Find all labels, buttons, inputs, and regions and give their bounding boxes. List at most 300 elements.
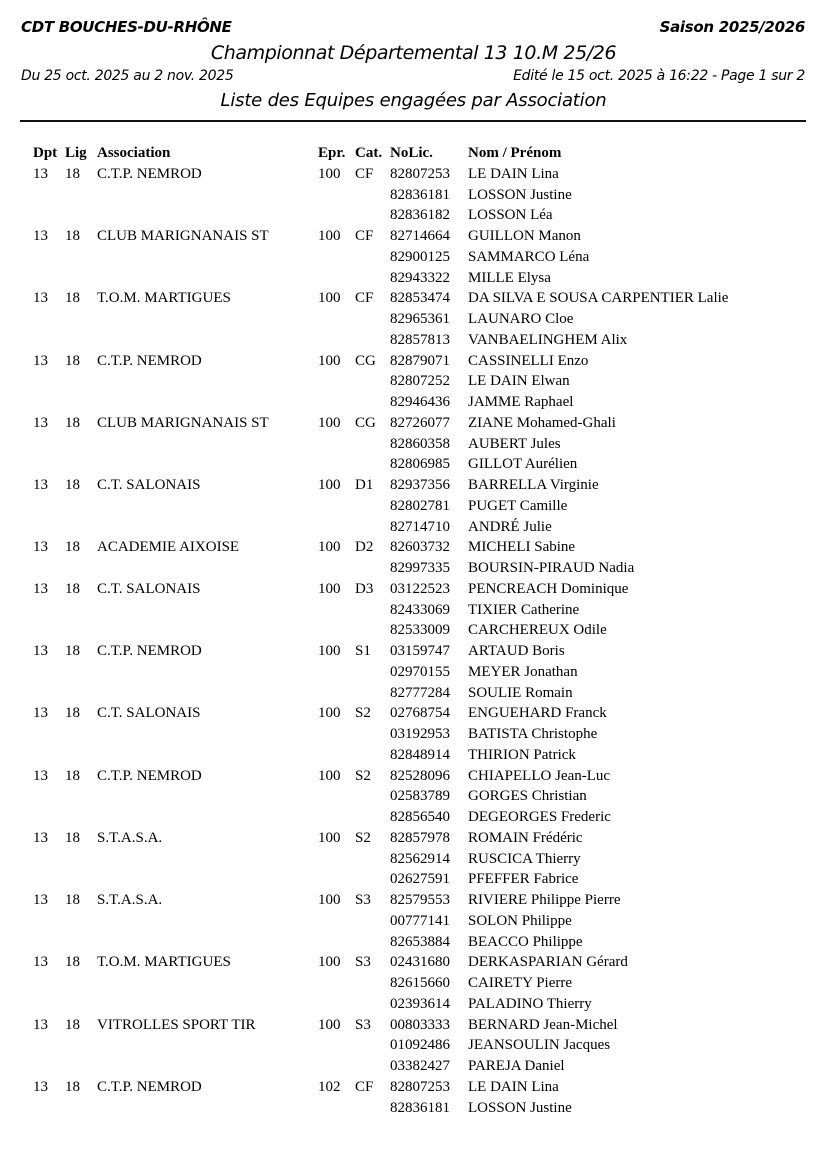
table-row: [33, 1015, 807, 1036]
cell-name: ROMAIN Frédéric: [468, 829, 583, 846]
cell-cat: CF: [355, 290, 374, 307]
cell-nolic: 82997335: [390, 560, 450, 576]
cell-dpt: [33, 268, 65, 289]
cell-nolic: 82965361: [390, 311, 450, 327]
cell-association: [97, 849, 318, 870]
cell-epr: [318, 247, 355, 268]
cell-lig: 18: [65, 477, 80, 493]
cell-cat: [355, 205, 390, 226]
cell-nolic: 02431680: [390, 954, 450, 971]
cell-dpt: [33, 1035, 65, 1056]
cell-name: PFEFFER Fabrice: [468, 871, 579, 888]
cell-epr: 100: [318, 954, 341, 971]
cell-association: [97, 1035, 318, 1056]
cell-lig: [65, 371, 97, 392]
cell-dpt: [33, 247, 65, 268]
cell-lig: [65, 911, 97, 932]
cell-lig: [65, 600, 97, 621]
table-row: [33, 434, 807, 455]
cell-cat: S2: [355, 767, 371, 784]
cell-dpt: [33, 185, 65, 206]
header-info-row: [0, 68, 827, 84]
cell-association: [97, 620, 318, 641]
cell-cat: [355, 517, 390, 538]
cell-nolic: 82807253: [390, 165, 450, 182]
cell-epr: [318, 600, 355, 621]
cell-nolic: 82579553: [390, 892, 450, 908]
cell-epr: 100: [318, 228, 341, 244]
table-row: [33, 849, 807, 870]
cell-cat: CG: [355, 352, 376, 369]
table-row: [33, 807, 807, 828]
cell-lig: [65, 994, 97, 1015]
cell-name: VANBAELINGHEM Alix: [468, 331, 628, 348]
cell-dpt: [33, 600, 65, 621]
cell-association: [97, 869, 318, 890]
cell-name: BARRELLA Virginie: [468, 477, 599, 493]
cell-name: PAREJA Daniel: [468, 1058, 565, 1074]
cell-cat: S2: [355, 829, 371, 846]
cell-cat: [355, 1098, 390, 1119]
cell-cat: [355, 683, 390, 704]
cell-dpt: [33, 392, 65, 413]
table-row: [33, 683, 807, 704]
cell-nolic: 82603732: [390, 539, 450, 556]
cell-lig: 18: [65, 705, 80, 722]
cell-dpt: [33, 745, 65, 766]
cell-association: [97, 330, 318, 351]
cell-epr: [318, 620, 355, 641]
table-row: [33, 330, 807, 351]
cell-name: ENGUEHARD Franck: [468, 705, 607, 722]
table-row: [33, 641, 807, 662]
cell-association: [97, 392, 318, 413]
cell-association: C.T.P. NEMROD: [97, 1078, 202, 1095]
cell-epr: [318, 330, 355, 351]
cell-dpt: [33, 1056, 65, 1077]
cell-lig: [65, 330, 97, 351]
table-row: [33, 537, 807, 558]
table-row: [33, 413, 807, 434]
cell-name: GILLOT Aurélien: [468, 456, 578, 473]
cell-dpt: [33, 911, 65, 932]
cell-lig: 18: [65, 352, 80, 369]
cell-cat: S1: [355, 643, 371, 659]
cell-nolic: 82714710: [390, 518, 450, 535]
cell-lig: 18: [65, 580, 80, 597]
cell-epr: [318, 994, 355, 1015]
cell-name: ARTAUD Boris: [468, 643, 565, 659]
cell-dpt: [33, 662, 65, 683]
cell-association: [97, 724, 318, 745]
team-table: [33, 143, 807, 1118]
table-row: [33, 745, 807, 766]
cell-dpt: 13: [33, 228, 48, 244]
cell-dpt: [33, 205, 65, 226]
table-row: [33, 309, 807, 330]
cell-epr: 100: [318, 414, 341, 431]
cell-dpt: [33, 434, 65, 455]
cell-name: THIRION Patrick: [468, 746, 576, 763]
cell-association: VITROLLES SPORT TIR: [97, 1016, 256, 1033]
table-header-row: [33, 143, 807, 164]
organization-name: CDT BOUCHES-DU-RHÔNE: [21, 18, 232, 36]
cell-epr: [318, 724, 355, 745]
cell-lig: 18: [65, 954, 80, 971]
cell-association: [97, 434, 318, 455]
cell-lig: [65, 268, 97, 289]
cell-dpt: 13: [33, 580, 48, 597]
cell-association: [97, 911, 318, 932]
cell-name: TIXIER Catherine: [468, 601, 580, 618]
cell-nolic: 82533009: [390, 622, 450, 639]
cell-name: BOURSIN-PIRAUD Nadia: [468, 560, 635, 576]
table-row: [33, 288, 807, 309]
cell-nolic: 82836181: [390, 186, 450, 203]
cell-association: C.T.P. NEMROD: [97, 767, 202, 784]
cell-cat: D3: [355, 580, 374, 597]
cell-cat: [355, 434, 390, 455]
table-row: [33, 786, 807, 807]
cell-cat: [355, 724, 390, 745]
table-row: [33, 724, 807, 745]
cell-epr: [318, 371, 355, 392]
cell-lig: [65, 932, 97, 953]
cell-epr: 100: [318, 892, 341, 908]
cell-name: ANDRÉ Julie: [468, 518, 552, 535]
cell-cat: [355, 662, 390, 683]
cell-dpt: [33, 994, 65, 1015]
cell-name: DA SILVA E SOUSA CARPENTIER Lalie: [468, 290, 729, 307]
cell-name: RIVIERE Philippe Pierre: [468, 892, 621, 908]
cell-name: PENCREACH Dominique: [468, 580, 629, 597]
cell-nolic: 82807252: [390, 373, 450, 390]
cell-cat: CF: [355, 1078, 374, 1095]
cell-cat: [355, 620, 390, 641]
table-row: [33, 268, 807, 289]
cell-nolic: 82433069: [390, 601, 450, 618]
cell-nolic: 82900125: [390, 248, 450, 265]
cell-dpt: [33, 786, 65, 807]
table-row: [33, 164, 807, 185]
cell-epr: [318, 1056, 355, 1077]
cell-lig: 18: [65, 414, 80, 431]
cell-epr: 100: [318, 767, 341, 784]
cell-epr: 100: [318, 643, 341, 659]
cell-epr: [318, 869, 355, 890]
cell-epr: [318, 517, 355, 538]
cell-name: CAIRETY Pierre: [468, 975, 573, 991]
cell-association: T.O.M. MARTIGUES: [97, 290, 231, 307]
cell-epr: [318, 392, 355, 413]
table-row: [33, 205, 807, 226]
cell-association: [97, 600, 318, 621]
cell-association: [97, 517, 318, 538]
cell-name: GORGES Christian: [468, 788, 587, 805]
cell-dpt: [33, 973, 65, 994]
cell-nolic: 82528096: [390, 767, 450, 784]
cell-lig: [65, 517, 97, 538]
header-cell-lig: Lig: [65, 145, 87, 161]
cell-association: [97, 268, 318, 289]
cell-name: DERKASPARIAN Gérard: [468, 954, 628, 971]
cell-name: PUGET Camille: [468, 497, 568, 514]
cell-name: JAMME Raphael: [468, 394, 574, 410]
cell-association: [97, 932, 318, 953]
cell-dpt: 13: [33, 539, 48, 556]
cell-nolic: 82615660: [390, 975, 450, 991]
cell-lig: [65, 392, 97, 413]
cell-name: LOSSON Justine: [468, 1099, 572, 1116]
cell-nolic: 01092486: [390, 1037, 450, 1054]
cell-lig: 18: [65, 643, 80, 659]
cell-lig: 18: [65, 165, 80, 182]
cell-name: CARCHEREUX Odile: [468, 622, 607, 639]
cell-lig: [65, 1098, 97, 1119]
cell-name: BEACCO Philippe: [468, 933, 583, 950]
cell-association: [97, 994, 318, 1015]
cell-epr: [318, 1035, 355, 1056]
cell-dpt: 13: [33, 414, 48, 431]
table-row: [33, 766, 807, 787]
cell-cat: CF: [355, 165, 374, 182]
cell-epr: [318, 662, 355, 683]
cell-association: [97, 309, 318, 330]
cell-dpt: [33, 932, 65, 953]
cell-name: DEGEORGES Frederic: [468, 809, 611, 825]
cell-lig: [65, 662, 97, 683]
cell-name: LAUNARO Cloe: [468, 311, 574, 327]
cell-name: SAMMARCO Léna: [468, 248, 590, 265]
cell-cat: [355, 932, 390, 953]
cell-association: S.T.A.S.A.: [97, 892, 163, 908]
cell-association: [97, 662, 318, 683]
cell-dpt: [33, 330, 65, 351]
cell-name: SOLON Philippe: [468, 912, 572, 929]
cell-cat: S3: [355, 892, 371, 908]
cell-association: CLUB MARIGNANAIS ST: [97, 228, 269, 244]
header-cell-epr: Epr.: [318, 145, 346, 161]
cell-lig: [65, 185, 97, 206]
table-row: [33, 932, 807, 953]
cell-cat: [355, 786, 390, 807]
table-row: [33, 454, 807, 475]
cell-association: [97, 786, 318, 807]
cell-dpt: [33, 620, 65, 641]
cell-association: [97, 185, 318, 206]
cell-association: CLUB MARIGNANAIS ST: [97, 414, 269, 431]
cell-lig: [65, 745, 97, 766]
cell-dpt: [33, 454, 65, 475]
cell-epr: [318, 268, 355, 289]
cell-cat: [355, 869, 390, 890]
cell-lig: [65, 849, 97, 870]
cell-association: C.T.P. NEMROD: [97, 643, 202, 659]
cell-cat: [355, 309, 390, 330]
cell-nolic: 02393614: [390, 995, 450, 1012]
cell-lig: [65, 309, 97, 330]
cell-nolic: 82937356: [390, 477, 450, 493]
cell-association: [97, 247, 318, 268]
cell-dpt: 13: [33, 165, 48, 182]
table-row: [33, 973, 807, 994]
cell-dpt: 13: [33, 477, 48, 493]
table-row: [33, 392, 807, 413]
cell-cat: [355, 371, 390, 392]
cell-association: S.T.A.S.A.: [97, 829, 163, 846]
cell-lig: 18: [65, 1016, 80, 1033]
cell-nolic: 03122523: [390, 580, 450, 597]
cell-dpt: 13: [33, 829, 48, 846]
cell-lig: [65, 973, 97, 994]
cell-lig: [65, 454, 97, 475]
cell-epr: [318, 973, 355, 994]
cell-nolic: 82857978: [390, 829, 450, 846]
cell-epr: [318, 911, 355, 932]
cell-nolic: 82848914: [390, 746, 450, 763]
cell-lig: [65, 434, 97, 455]
cell-name: LOSSON Léa: [468, 207, 553, 224]
cell-epr: [318, 683, 355, 704]
cell-association: [97, 807, 318, 828]
cell-dpt: [33, 309, 65, 330]
cell-cat: [355, 807, 390, 828]
cell-dpt: 13: [33, 954, 48, 971]
table-row: [33, 475, 807, 496]
cell-cat: S3: [355, 954, 371, 971]
cell-nolic: 03159747: [390, 643, 450, 659]
cell-name: GUILLON Manon: [468, 228, 581, 244]
cell-nolic: 02583789: [390, 788, 450, 805]
cell-dpt: 13: [33, 767, 48, 784]
cell-nolic: 02768754: [390, 705, 450, 722]
cell-cat: [355, 558, 390, 579]
cell-epr: [318, 745, 355, 766]
header-rule: [20, 120, 806, 122]
cell-dpt: 13: [33, 1016, 48, 1033]
cell-dpt: [33, 517, 65, 538]
cell-epr: [318, 786, 355, 807]
cell-epr: [318, 185, 355, 206]
cell-association: [97, 745, 318, 766]
cell-association: C.T. SALONAIS: [97, 580, 201, 597]
table-row: [33, 371, 807, 392]
cell-lig: [65, 558, 97, 579]
cell-nolic: 02627591: [390, 871, 450, 888]
table-row: [33, 1098, 807, 1119]
cell-dpt: [33, 558, 65, 579]
cell-dpt: 13: [33, 352, 48, 369]
table-row: [33, 890, 807, 911]
cell-lig: [65, 1056, 97, 1077]
cell-name: ZIANE Mohamed-Ghali: [468, 414, 616, 431]
cell-name: MICHELI Sabine: [468, 539, 576, 556]
header-cell-nom-prenom: Nom / Prénom: [468, 145, 562, 161]
cell-dpt: [33, 724, 65, 745]
cell-lig: 18: [65, 228, 80, 244]
cell-name: RUSCICA Thierry: [468, 850, 581, 867]
header-cell-association: Association: [97, 145, 171, 161]
cell-cat: S2: [355, 705, 371, 722]
table-row: [33, 911, 807, 932]
cell-cat: [355, 994, 390, 1015]
table-row: [33, 579, 807, 600]
cell-association: C.T.P. NEMROD: [97, 352, 202, 369]
cell-dpt: 13: [33, 643, 48, 659]
cell-lig: 18: [65, 1078, 80, 1095]
cell-dpt: 13: [33, 1078, 48, 1095]
cell-nolic: 82802781: [390, 497, 450, 514]
cell-cat: [355, 600, 390, 621]
cell-cat: D1: [355, 477, 374, 493]
table-row: [33, 620, 807, 641]
championship-title: Championnat Départemental 13 10.M 25/26: [210, 42, 617, 64]
cell-cat: D2: [355, 539, 374, 556]
table-row: [33, 703, 807, 724]
cell-association: [97, 454, 318, 475]
cell-nolic: 82806985: [390, 456, 450, 473]
cell-association: [97, 683, 318, 704]
cell-epr: 100: [318, 580, 341, 597]
cell-dpt: [33, 683, 65, 704]
cell-cat: CF: [355, 228, 374, 244]
cell-epr: [318, 558, 355, 579]
cell-name: LE DAIN Lina: [468, 165, 559, 182]
cell-name: SOULIE Romain: [468, 684, 573, 701]
cell-cat: CG: [355, 414, 376, 431]
table-row: [33, 828, 807, 849]
cell-cat: [355, 496, 390, 517]
cell-epr: [318, 807, 355, 828]
cell-lig: [65, 1035, 97, 1056]
cell-epr: 100: [318, 477, 341, 493]
cell-nolic: 82857813: [390, 331, 450, 348]
cell-epr: 100: [318, 165, 341, 182]
cell-lig: 18: [65, 892, 80, 908]
table-row: [33, 952, 807, 973]
cell-epr: 100: [318, 829, 341, 846]
cell-lig: [65, 869, 97, 890]
cell-nolic: 02970155: [390, 663, 450, 680]
cell-lig: [65, 786, 97, 807]
table-row: [33, 994, 807, 1015]
table-row: [33, 1077, 807, 1098]
cell-dpt: [33, 807, 65, 828]
cell-name: MEYER Jonathan: [468, 663, 578, 680]
cell-lig: [65, 807, 97, 828]
table-row: [33, 869, 807, 890]
cell-epr: [318, 849, 355, 870]
cell-nolic: 82653884: [390, 933, 450, 950]
cell-lig: 18: [65, 767, 80, 784]
cell-nolic: 03382427: [390, 1058, 450, 1074]
cell-cat: [355, 247, 390, 268]
cell-cat: [355, 454, 390, 475]
cell-cat: [355, 745, 390, 766]
cell-name: MILLE Elysa: [468, 269, 551, 286]
cell-cat: [355, 330, 390, 351]
edition-info: Edité le 15 oct. 2025 à 16:22 - Page 1 sur 2: [513, 68, 805, 84]
cell-nolic: 82836182: [390, 207, 450, 224]
cell-nolic: 82777284: [390, 684, 450, 701]
cell-name: BERNARD Jean-Michel: [468, 1016, 618, 1033]
cell-epr: 102: [318, 1078, 341, 1095]
cell-lig: [65, 724, 97, 745]
cell-association: C.T. SALONAIS: [97, 477, 201, 493]
cell-dpt: [33, 869, 65, 890]
cell-nolic: 82562914: [390, 850, 450, 867]
cell-lig: [65, 205, 97, 226]
